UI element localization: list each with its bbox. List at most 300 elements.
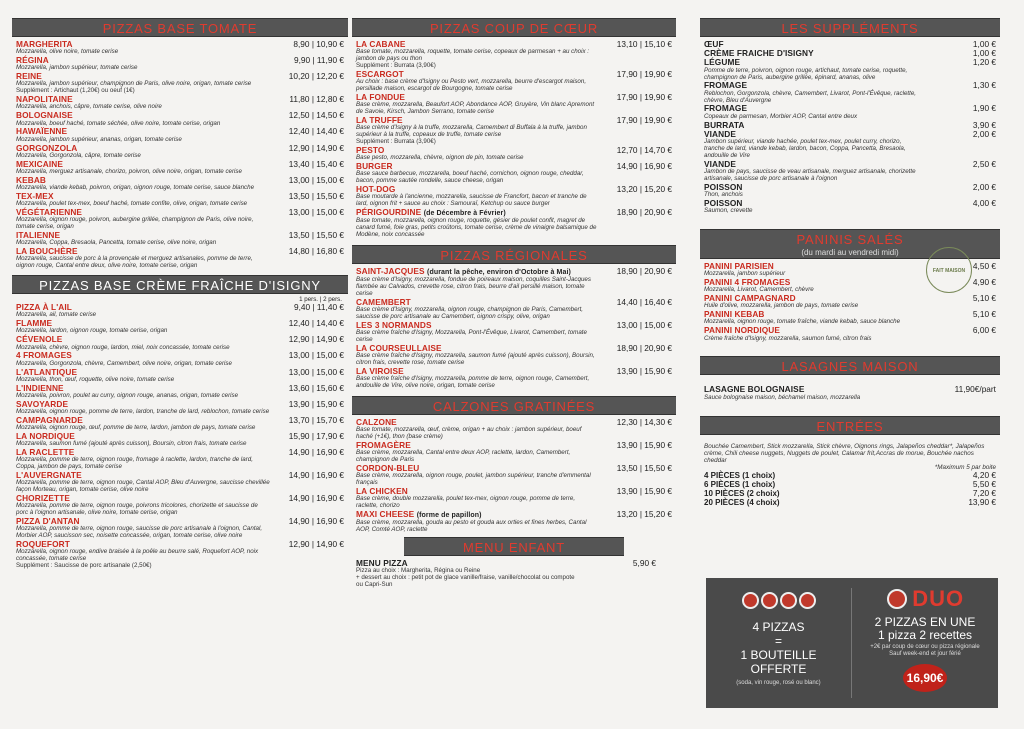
item-price: 17,90 | 19,90 €	[616, 68, 672, 79]
item-desc: Mozzarella, jambon supérieur, tomate cerise	[16, 64, 138, 72]
item-name-text: SAVOYARDE	[16, 398, 69, 409]
lasagne-price: 11,90€/part	[954, 384, 996, 395]
item-desc: Base crème d'Isigny, mozzarella, oignon rouge, champignon de Paris, Camembert, saucisse de porc artisanale au Camembert, oignon crispy, olive, origan	[356, 306, 584, 320]
menu-item	[12, 72, 348, 95]
item-desc: Base sauce barbecue, mozzarella, boeuf haché, cornichon, oignon rouge, cheddar, bacon, pomme sautée rondelle, sauce cheese, origan	[356, 170, 584, 185]
menu-item	[12, 494, 348, 517]
item-price: 3,90 €	[972, 119, 996, 130]
promo-right-l2: 1 pizza 2 recettes	[877, 628, 973, 642]
item-name-text: VIANDE	[704, 128, 736, 139]
item-name	[704, 49, 1000, 58]
item-name-text: MAXI CHEESE	[356, 508, 415, 519]
menu-item	[12, 448, 348, 471]
menu-item	[12, 416, 348, 432]
menu-item	[352, 70, 676, 93]
item-price: 6,00 €	[972, 325, 996, 336]
item-price: 1,00 €	[972, 39, 996, 49]
item-desc: Mozzarella, Gorgonzola, câpre, tomate cerise	[16, 151, 141, 159]
item-desc: Mozzarella, poulet tex-mex, boeuf haché, tomate confite, olive, origan, tomate cerise	[16, 200, 248, 208]
item-name	[704, 121, 1000, 130]
promo-left-eq: =	[774, 634, 782, 648]
menu-item	[352, 344, 676, 367]
item-name-text: NAPOLITAINE	[16, 94, 73, 105]
pizza-icon	[799, 592, 816, 609]
item-desc: Base crème, mozzarella, gouda au pesto et gouda aux orties et fines herbes, Cantal AOP, Comté AOP, raclette	[356, 519, 587, 534]
item-price: 13,20 | 15,20 €	[616, 184, 672, 194]
menu-item	[12, 160, 348, 176]
item-price: 13,70 | 15,70 €	[288, 414, 344, 425]
menu-enfant-name: MENU PIZZA	[356, 558, 408, 568]
item-name-text: LA VIROISE	[356, 365, 404, 376]
item-name-text: POISSON	[704, 181, 743, 192]
entree-row	[700, 480, 1000, 489]
item-name-text: FROMAGE	[704, 80, 748, 91]
item-name-text: TEX-MEX	[16, 190, 54, 201]
menu-item	[12, 303, 348, 319]
item-desc: Base crème, mozzarella, oignon rouge, poulet, jambon supérieur, tranche d'emmental français	[356, 472, 591, 487]
item-desc: Base crème fraîche d'Isigny, mozzarella, pomme de terre, oignon rouge, Camembert, andouille de Vire, olive noire, origan, tomate cerise	[356, 375, 590, 390]
menu-item	[12, 95, 348, 111]
item-desc: Base crème fraîche d'Isigny, mozzarella, saumon fumé (ajouté après cuisson), Boursin, citron frais, crevette rose, tomate cerise	[356, 352, 595, 366]
item-name-text: CORDON-BLEU	[356, 462, 420, 473]
list-regionales	[352, 267, 676, 390]
entree-row	[700, 489, 1000, 498]
item-name	[704, 183, 1000, 192]
item-name-text: ROQUEFORT	[16, 539, 70, 550]
item-name-text: CHORIZETTE	[16, 493, 71, 504]
menu-item	[700, 121, 1000, 130]
item-desc: Mozzarella, oignon rouge, pomme de terre, lardon, tranche de lard, reblochon, tomate cerise	[16, 408, 270, 415]
menu-item	[12, 56, 348, 72]
item-price: 1,20 €	[972, 57, 996, 68]
item-name-text: CÉVENOLE	[16, 334, 63, 345]
menu-item	[352, 367, 676, 390]
menu-item	[352, 418, 676, 441]
item-price: 12,40 | 14,40 €	[288, 126, 344, 137]
item-price: 5,10 €	[972, 293, 996, 304]
list-tomate	[12, 40, 348, 270]
item-desc: Mozzarella, Gorgonzola, chèvre, Camembert, olive noire, origan, tomate cerise	[16, 359, 232, 367]
item-name-text: L'ATLANTIQUE	[16, 366, 78, 377]
pizza-icon	[761, 592, 778, 609]
entree-price: 13,90 €	[968, 497, 996, 508]
item-price: 13,90 | 15,90 €	[288, 398, 344, 409]
promo-4-pizzas	[706, 578, 851, 708]
item-desc: Mozzarella, viande kebab, poivron, origan, oignon rouge, tomate cerise, sauce blanche	[16, 183, 255, 191]
promo-duo	[852, 578, 998, 708]
item-price: 12,70 | 14,70 €	[616, 144, 672, 155]
menu-item	[12, 127, 348, 143]
menu-item	[700, 130, 1000, 160]
item-desc: Mozzarella, saucisse de porc à la provençale et merguez artisanales, pomme de terre, oignon rouge, Cantal entre deux, olive noire, tomate cerise, origan	[16, 255, 253, 270]
section-title-lasagnes: LASAGNES MAISON	[700, 356, 1000, 375]
item-name-text: BURGER	[356, 160, 393, 171]
entree-label: 4 PIÈCES (1 choix)	[704, 470, 776, 480]
item-name-text: LÉGUME	[704, 57, 741, 68]
item-price: 13,00 | 15,00 €	[288, 350, 344, 361]
item-price: 14,90 | 16,90 €	[288, 493, 344, 504]
menu-item	[700, 160, 1000, 183]
item-name-text: HOT-DOG	[356, 184, 396, 194]
duo-price-badge: 16,90€	[903, 664, 947, 692]
item-price: 18,90 | 20,90 €	[616, 207, 672, 218]
menu-item	[12, 231, 348, 247]
item-price: 13,90 | 15,90 €	[616, 485, 672, 496]
item-price: 14,90 | 16,90 €	[616, 160, 672, 171]
item-name-text: MARGHERITA	[16, 39, 73, 49]
item-desc: Jambon supérieur, viande hachée, poulet tex-mex, poulet curry, chorizo, tranche de lard, viande kebab, lardon, bacon, Coppa, Pancetta, Bresaola, andouille de Vire	[704, 137, 906, 159]
item-name-text: 4 FROMAGES	[16, 350, 72, 361]
item-desc: Thon, anchois	[704, 190, 743, 198]
item-name-text: L'INDIENNE	[16, 382, 64, 393]
section-title-regionales: PIZZAS RÉGIONALES	[352, 245, 676, 264]
item-desc: Saumon, crevette	[704, 207, 753, 214]
item-desc: Base crème, mozzarella, Beaufort AOP, Abondance AOP, Gruyère, Vin blanc Apremont de Savoie, Kirsch, Jambon Serrano, tomate cerise	[356, 101, 595, 116]
section-title-enfant: MENU ENFANT	[404, 537, 624, 556]
menu-item	[700, 326, 1000, 342]
item-name-text: ITALIENNE	[16, 230, 61, 241]
item-name-text: LA BOUCHÈRE	[16, 246, 78, 257]
item-price: 12,90 | 14,90 €	[288, 142, 344, 153]
menu-item	[12, 432, 348, 448]
item-name-text: CAMEMBERT	[356, 296, 411, 307]
item-extra: (de Décembre à Février)	[423, 210, 506, 218]
item-desc: Pomme de terre, poivron, oignon rouge, artichaut, tomate cerise, roquette, champignon de Paris, aubergine grillée, épinard, ananas, olive	[704, 66, 908, 81]
menu-item	[12, 384, 348, 400]
menu-item	[12, 40, 348, 56]
item-name-text: PIZZA D'ANTAN	[16, 516, 80, 527]
item-price: 13,00 | 15,00 €	[288, 207, 344, 217]
pizza-icons	[706, 592, 851, 614]
lasagne-item	[700, 385, 1000, 401]
duo-price-wrap	[852, 664, 998, 692]
entree-row	[700, 498, 1000, 507]
item-supplement: Supplément : Burrata (3,90€)	[356, 62, 436, 70]
item-desc: Mozzarella, oignon rouge, tomate fraîche, viande kebab, sauce blanche	[704, 318, 901, 326]
section-title-entrees: ENTRÉES	[700, 416, 1000, 435]
item-name-text: FROMAGÈRE	[356, 439, 411, 450]
pizza-icon	[780, 592, 797, 609]
item-name-text: MEXICAINE	[16, 158, 63, 169]
menu-item	[352, 185, 676, 208]
promo-left-l1: 4 PIZZAS	[752, 620, 805, 634]
item-desc: Mozzarella, pomme de terre, oignon rouge, poivrons tricolores, chorizette et saucisse de porc à l'oignon artisanale, olive noire, tomate cerise, origan	[16, 502, 258, 517]
item-price: 14,90 | 16,90 €	[288, 470, 344, 481]
entree-price: 4,20 €	[972, 469, 996, 480]
item-name-text: ŒUF	[704, 39, 724, 49]
item-name-text: LA CHICKEN	[356, 485, 408, 496]
menu-item	[352, 441, 676, 464]
column-left	[12, 18, 348, 570]
item-price: 18,90 | 20,90 €	[616, 342, 672, 353]
item-name-text: GORGONZOLA	[16, 142, 78, 153]
item-desc: Base crème fraîche d'Isigny, Mozzarella, Pont-l'Évêque, Livarot, Camembert, tomate cerise	[356, 329, 587, 343]
list-creme	[12, 303, 348, 570]
item-desc: Base crème d'Isigny à la truffe, mozzarella, Camembert di Buffala à la truffe, jambon supérieur à la truffe, copeaux de truffe, tomate cerise	[356, 124, 587, 139]
menu-item	[352, 146, 676, 162]
item-desc: Mozzarella, merguez artisanale, chorizo, poivron, olive noire, origan, tomate cerise	[16, 167, 242, 175]
item-name-text: PÉRIGOURDINE	[356, 207, 422, 218]
item-price: 14,80 | 16,80 €	[288, 246, 344, 257]
item-price: 1,90 €	[972, 103, 996, 114]
promo-left-l2: 1 BOUTEILLE	[740, 648, 817, 662]
menu-item	[700, 183, 1000, 199]
item-price: 12,90 | 14,90 €	[288, 539, 344, 550]
item-name-text: CAMPAGNARDE	[16, 414, 83, 425]
item-name-text: FROMAGE	[704, 103, 748, 114]
item-desc: Copeaux de parmesan, Morbier AOP, Cantal entre deux	[704, 112, 858, 120]
list-entrees	[700, 471, 1000, 508]
menu-item	[352, 464, 676, 487]
list-calzones	[352, 418, 676, 534]
item-desc: Mozzarella, Livarot, Camembert, chèvre	[704, 286, 814, 294]
item-desc: Mozzarella, oignon rouge, poivron, aubergine grillée, champignon de Paris, olive noire, tomate cerise, origan	[16, 216, 254, 231]
promo-left-note: (soda, vin rouge, rosé ou blanc)	[736, 680, 821, 686]
item-name-text: POISSON	[704, 197, 743, 208]
item-price: 4,00 €	[972, 197, 996, 208]
menu-item	[12, 247, 348, 270]
list-coeur	[352, 40, 676, 239]
menu-item	[12, 192, 348, 208]
item-price: 14,90 | 16,90 €	[288, 516, 344, 527]
lasagne-desc: Sauce bolognaise maison, béchamel maison, mozzarella	[704, 393, 861, 401]
item-supplement: Supplément : Burrata (3,90€)	[356, 137, 436, 145]
item-desc: Base tomate, mozzarella, œuf, crème, origan + au choix : jambon supérieur, boeuf haché (+1€), thon (base crème)	[356, 426, 582, 441]
item-desc: Mozzarella, thon, œuf, roquette, olive noire, tomate cerise	[16, 375, 175, 383]
item-price: 12,30 | 14,30 €	[616, 416, 672, 427]
item-name-text: LA FONDUE	[356, 91, 405, 102]
item-price: 17,90 | 19,90 €	[616, 91, 672, 102]
item-price: 12,40 | 14,40 €	[288, 318, 344, 329]
item-name-text: LA TRUFFE	[356, 114, 403, 125]
item-price: 13,90 | 15,90 €	[616, 439, 672, 450]
paninis-subtitle: (du mardi au vendredi midi)	[801, 247, 899, 257]
item-price: 1,00 €	[972, 48, 996, 59]
item-price: 1,30 €	[972, 80, 996, 91]
entree-row	[700, 471, 1000, 480]
item-price: 4,90 €	[972, 277, 996, 288]
menu-item	[352, 321, 676, 344]
menu-item	[12, 517, 348, 540]
menu-item	[12, 111, 348, 127]
menu-item	[700, 294, 1000, 310]
entree-label: 6 PIÈCES (1 choix)	[704, 479, 776, 489]
item-price: 12,90 | 14,90 €	[288, 334, 344, 345]
item-name-text: LES 3 NORMANDS	[356, 319, 432, 330]
item-price: 9,40 | 11,40 €	[294, 302, 344, 313]
menu-item	[12, 319, 348, 335]
menu-item	[352, 116, 676, 146]
menu-enfant-item	[352, 559, 676, 589]
paninis-title: PANINIS SALÉS	[796, 231, 904, 247]
item-desc: Mozzarella, ail, tomate cerise	[16, 311, 97, 319]
fait-maison-stamp: FAIT MAISON	[926, 247, 972, 293]
section-title-tomate: PIZZAS BASE TOMATE	[12, 18, 348, 37]
entree-price: 5,50 €	[972, 478, 996, 489]
menu-item	[12, 144, 348, 160]
list-supplements	[700, 40, 1000, 215]
item-price: 2,00 €	[972, 128, 996, 139]
menu-item	[12, 335, 348, 351]
menu-item	[700, 58, 1000, 81]
item-name-text: LA CABANE	[356, 39, 406, 49]
item-desc: Mozzarella, Coppa, Bresaola, Pancetta, tomate cerise, olive noire, origan	[16, 239, 217, 247]
item-price: 13,20 | 15,20 €	[616, 508, 672, 519]
item-name-text: PESTO	[356, 144, 385, 155]
item-price: 9,90 | 11,90 €	[294, 55, 344, 66]
item-price: 10,20 | 12,20 €	[288, 71, 344, 82]
item-name-text: FLAMME	[16, 318, 53, 329]
item-name-text: LA COURSEULLAISE	[356, 342, 442, 353]
item-name-text: BOLOGNAISE	[16, 110, 73, 121]
pizza-icon	[742, 592, 759, 609]
item-price: 14,40 | 16,40 €	[616, 296, 672, 307]
entree-price: 7,20 €	[972, 487, 996, 498]
item-price: 2,50 €	[972, 158, 996, 169]
item-price: 4,50 €	[972, 260, 996, 271]
menu-enfant-line2: + dessert au choix : petit pot de glace vanille/fraise, vanille/chocolat ou compote	[356, 574, 575, 582]
menu-item	[12, 176, 348, 192]
item-desc: Mozzarella, jambon supérieur, champignon de Paris, olive noire, origan, tomate cerise	[16, 80, 252, 88]
item-price: 13,00 | 15,00 €	[616, 319, 672, 330]
lasagne-name: LASAGNE BOLOGNAISE	[704, 384, 805, 395]
item-price: 15,90 | 17,90 €	[288, 431, 344, 442]
menu-item	[12, 400, 348, 416]
menu-enfant-line1: Pizza au choix : Margherita, Régina ou Reine	[356, 567, 481, 575]
section-title-creme: PIZZAS BASE CRÈME FRAÎCHE D'ISIGNY	[12, 275, 348, 294]
menu-item	[352, 487, 676, 510]
item-desc: Mozzarella, boeuf haché, tomate séchée, olive noire, tomate cerise, origan	[16, 119, 221, 127]
item-price: 13,60 | 15,60 €	[288, 382, 344, 393]
item-desc: Base crème, double mozzarella, poulet tex-mex, oignon rouge, pomme de terre, raclette, chorizo	[356, 495, 576, 510]
item-supplement: Supplément : Artichaut (1,20€) ou oeuf (1€)	[16, 87, 135, 95]
item-price: 11,80 | 12,80 €	[289, 94, 344, 105]
item-price: 13,40 | 15,40 €	[288, 158, 344, 169]
menu-item	[352, 40, 676, 70]
promo-box	[706, 578, 998, 708]
item-extra: (durant la pêche, environ d'Octobre à Mai)	[427, 268, 571, 276]
item-desc: Mozzarella, oignon rouge, œuf, pomme de terre, lardon, jambon de pays, tomate cerise	[16, 424, 256, 432]
promo-right-note1: +2€ par coup de cœur ou pizza régionale	[870, 644, 980, 650]
item-price: 13,50 | 15,50 €	[616, 462, 672, 473]
item-price: 13,10 | 15,10 €	[616, 39, 672, 49]
item-price: 18,90 | 20,90 €	[616, 265, 672, 276]
item-desc: Base moutarde à l'ancienne, mozzarella, saucisse de Francfort, bacon et tranche de lard, oignon frit + sauce au choix : Samouraï, Ketchup ou sauce burger	[356, 193, 587, 208]
item-desc: Mozzarella, olive noire, tomate cerise	[16, 48, 119, 56]
item-desc: Mozzarella, jambon supérieur	[704, 270, 786, 278]
item-price: 2,00 €	[972, 181, 996, 192]
item-desc: Au choix : base crème d'Isigny ou Pesto vert, mozzarella, beurre d'escargot maison, persillade maison, escargot de Bourgogne, tomate cerise	[356, 78, 587, 93]
item-price: 13,00 | 15,00 €	[288, 174, 344, 185]
item-name-text: REINE	[16, 71, 42, 82]
menu-item	[352, 267, 676, 298]
item-desc: Mozzarella, oignon rouge, endive braisée à la poêle au beurre salé, Roquefort AOP, noix concassée, tomate cerise	[16, 548, 259, 563]
menu-item	[12, 208, 348, 231]
section-title-supplements: LES SUPPLÉMENTS	[700, 18, 1000, 37]
menu-item	[12, 540, 348, 570]
item-price: 17,90 | 19,90 €	[616, 114, 672, 125]
item-name-text: VIANDE	[704, 158, 736, 169]
item-desc: Mozzarella, lardon, oignon rouge, tomate cerise, origan	[16, 327, 168, 335]
item-extra: (forme de papillon)	[416, 511, 482, 519]
menu-item	[12, 351, 348, 367]
item-desc: Huile d'olive, mozzarella, jambon de pays, tomate cerise	[704, 302, 859, 310]
item-price: 13,50 | 15,50 €	[288, 230, 344, 241]
item-name-text: LA NORDIQUE	[16, 431, 75, 442]
entrees-max: *Maximum 5 par boite	[934, 463, 996, 471]
item-desc: Base tomate, mozzarella, roquette, tomate cerise, copeaux de parmesan + au choix : jambon de pays ou thon	[356, 48, 590, 63]
duo-header	[852, 586, 998, 612]
item-desc: Base pesto, mozzarella, chèvre, oignon de pin, tomate cerise	[356, 154, 524, 162]
item-price: 14,90 | 16,90 €	[288, 447, 344, 458]
menu-item	[700, 49, 1000, 58]
menu-item	[700, 104, 1000, 120]
section-title-calzones: CALZONES GRATINÉES	[352, 396, 676, 415]
item-desc: Mozzarella, anchois, câpre, tomate cerise, olive noire	[16, 103, 162, 111]
entree-label: 10 PIÈCES (2 choix)	[704, 488, 780, 498]
item-name-text: HAWAÏENNE	[16, 126, 68, 137]
promo-right-note2: Sauf week-end et jour férié	[889, 651, 961, 657]
item-name-text: CALZONE	[356, 416, 397, 427]
promo-left-l3: OFFERTE	[750, 662, 807, 676]
item-desc: Base tomate, mozzarella, oignon rouge, roquette, gésier de poulet confit, magret de canard fumé, foie gras, petits croûtons, tomate cerise, crème de vinaigre balsamique de Modène, noix concassée	[356, 217, 597, 239]
item-price: 13,90 | 15,90 €	[616, 365, 672, 376]
menu-item	[700, 199, 1000, 215]
item-price: 12,50 | 14,50 €	[288, 110, 344, 121]
pers-label: 1 pers. | 2 pers.	[299, 296, 342, 304]
pizza-icon	[887, 589, 907, 609]
item-name-text: PANINI 4 FROMAGES	[704, 277, 791, 288]
section-title-coeur: PIZZAS COUP DE CŒUR	[352, 18, 676, 37]
menu-item	[352, 298, 676, 321]
menu-enfant-line3: ou Capri-Sun	[356, 581, 393, 589]
item-name-text: PANINI KEBAB	[704, 309, 765, 320]
menu-item	[352, 208, 676, 239]
menu-item	[12, 368, 348, 384]
item-name-text: PIZZA À L'AIL	[16, 302, 72, 313]
item-desc: Base crème d'Isigny, mozzarella, fondue de poireaux maison, coquilles Saint-Jacques flambée au Calvados, crevette rose, citron frais, beurre d'ail persillé maison, tomate cerise	[356, 276, 591, 297]
duo-title: DUO	[912, 586, 965, 611]
item-name-text: PANINI NORDIQUE	[704, 325, 781, 336]
item-desc: Mozzarella, pomme de terre, oignon rouge, Cantal AOP, Bleu d'Auvergne, saucisse chevillée façon Morteau, origan, tomate cerise, olive noire	[16, 479, 270, 494]
item-name-text: L'AUVERGNATE	[16, 470, 82, 481]
item-name-text: BURRATA	[704, 119, 745, 130]
item-desc: Mozzarella, chèvre, oignon rouge, lardon, miel, noix concassée, tomate cerise	[16, 343, 230, 351]
item-price: 5,10 €	[972, 309, 996, 320]
menu-enfant-price: 5,90 €	[632, 558, 656, 568]
item-supplement: Supplément : Saucisse de porc artisanale (2,50€)	[16, 562, 152, 570]
item-desc: Mozzarella, poivron, poulet au curry, oignon rouge, ananas, origan, tomate cerise	[16, 391, 239, 399]
item-name-text: RÉGINA	[16, 55, 49, 66]
item-desc: Mozzarella, pomme de terre, oignon rouge, saucisse de porc artisanale à l'oignon, Cantal, Morbier AOP, saucisson sec, noisette concassée, origan, tomate cerise, olive noire	[16, 525, 263, 540]
menu-item	[12, 471, 348, 494]
menu-item	[352, 93, 676, 116]
item-name-text: KEBAB	[16, 174, 47, 185]
item-name-text: PANINI CAMPAGNARD	[704, 293, 796, 304]
item-price: 13,50 | 15,50 €	[288, 190, 344, 201]
entrees-desc: Bouchée Camembert, Stick mozzarella, Stick chèvre, Oignons rings, Jalapeños cheddar*, Jalapeños crème, Chili cheese nuggets, Nuggets de poulet, Calamar frit,Accras de morue, Bouchée nachos cheddar	[704, 442, 985, 464]
column-middle	[352, 18, 676, 589]
item-name-text: VÉGÉTARIENNE	[16, 207, 83, 217]
item-desc: Jambon de pays, saucisse de veau artisanale, merguez artisanale, chorizette artisanale, saucisse de porc artisanale à l'oignon	[704, 167, 916, 182]
menu-item	[352, 510, 676, 534]
item-desc: Base crème, mozzarella, Cantal entre deux AOP, raclette, lardon, Camembert, champignon de Paris	[356, 449, 571, 464]
menu-item	[352, 162, 676, 185]
item-name-text: SAINT-JACQUES	[356, 265, 425, 276]
item-name-text: PANINI PARISIEN	[704, 260, 774, 271]
item-desc: Crème fraîche d'Isigny, mozzarella, saumon fumé, citron frais	[704, 334, 872, 342]
item-name-text: LA RACLETTE	[16, 447, 75, 458]
